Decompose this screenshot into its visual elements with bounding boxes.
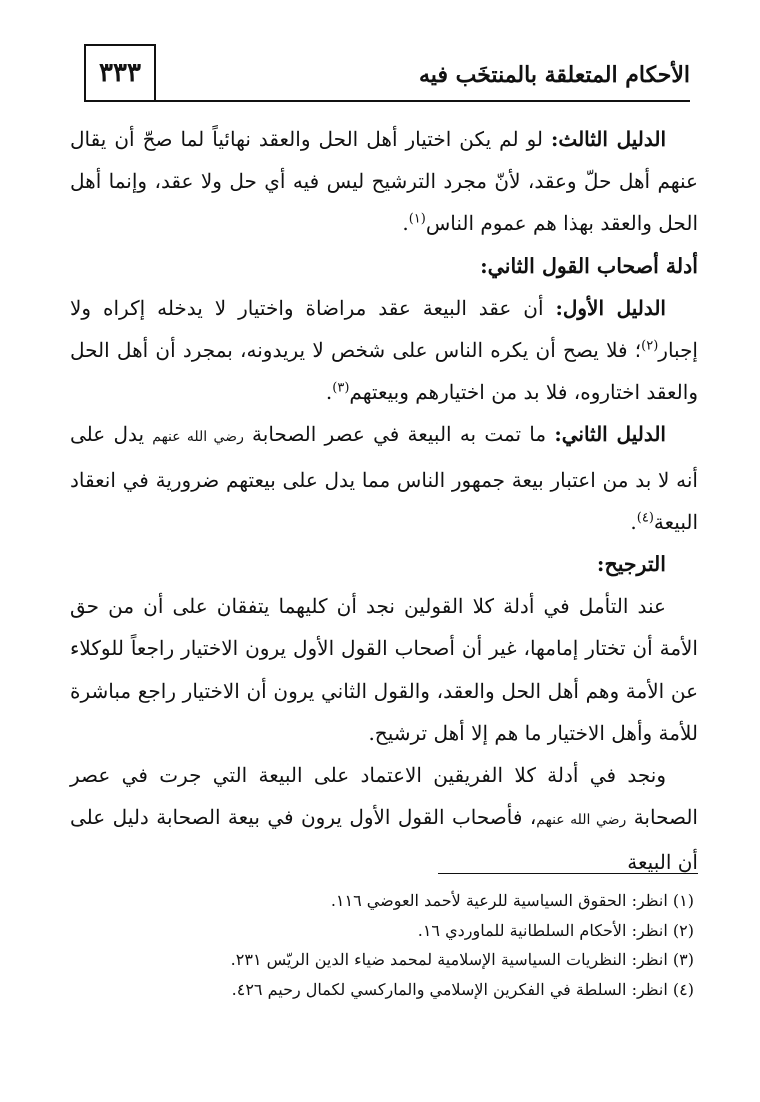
honorific-glyph: رضي الله عنهم [152,429,244,446]
footnote-ref: (١) [408,211,426,227]
paragraph-both-groups [70,754,698,884]
paragraph-end: . [325,380,333,405]
section-heading: أدلة أصحاب القول الثاني: [480,253,698,278]
footnote: (٣) انظر: النظريات السياسية الإسلامية لمحمد ضياء الدين الريّس ٢٣١. [230,950,694,969]
section-heading: الترجيح: [596,552,666,577]
paragraph-text: لو لم يكن اختيار أهل الحل والعقد نهائياً لما صحّ أن يقال عنهم أهل حلّ وعقد، لأنّ مجرد الترشيح ليس فيه أي حل ولا عقد، وإنما أهل الحل والعقد بهذا هم عموم الناس [70,127,698,236]
footnotes [74,886,694,1004]
paragraph-text: ؛ فلا يصح أن يكره الناس على شخص لا يريدونه، بمجرد أن أهل الحل والعقد اختاروه، فلا بد من اختيارهم وبيعتهم [70,338,698,405]
footnote-separator [438,873,698,874]
footnote-ref: (٣) [332,380,350,396]
paragraph-first-evidence [70,287,698,414]
paragraph-third-evidence [70,118,698,245]
paragraph-text: ، فأصحاب القول الأول يرون في بيعة الصحابة دليل على أن البيعة [70,805,698,875]
paragraph-text: ونجد في أدلة كلا الفريقين الاعتماد على البيعة التي جرت في عصر الصحابة [70,763,698,830]
paragraph-second-evidence [70,413,698,543]
evidence-lead: الدليل الثالث: [551,127,666,151]
paragraph-preference: عند التأمل في أدلة كلا القولين نجد أن كليهما يتفقان على أن من حق الأمة أن تختار إمامها، غير أن أصحاب القول الأول يرون الاختيار راجعاً للوكلاء عن الأمة وهم أهل الحل والعقد، والقول الثاني يرون أن الاختيار راجع مباشرة للأمة وأهل الاختيار ما هم إلا أهل ترشيح. [70,594,698,745]
paragraph-end: . [630,509,637,534]
paragraph-text: يدل على أنه لا بد من اعتبار بيعة جمهور الناس مما يدل على بيعتهم ضرورية في انعقاد البيعة [70,422,698,534]
main-text [70,118,698,884]
evidence-lead: الدليل الثاني: [554,422,666,447]
header-rule [84,100,690,102]
paragraph-text: ما تمت به البيعة في عصر الصحابة [243,422,555,447]
footnote-ref: (٢) [641,338,659,354]
footnote: (١) انظر: الحقوق السياسية للرعية لأحمد العوضي ١١٦. [330,891,694,910]
honorific-glyph: رضي الله عنهم [536,812,627,829]
paragraph-end: . [402,211,409,236]
running-header [84,44,690,106]
page-number: ٣٣٣ [99,58,141,88]
paragraph-text: أن عقد البيعة عقد مراضاة واختيار لا يدخله إكراه ولا إجبار [70,295,698,363]
evidence-lead: الدليل الأول: [555,295,666,320]
running-title: الأحكام المتعلقة بالمنتخَب فيه [419,62,690,88]
footnote: (٢) انظر: الأحكام السلطانية للماوردي ١٦. [417,920,694,940]
page-number-box [84,44,156,100]
footnote-ref: (٤) [636,510,654,526]
footnote: (٤) انظر: السلطة في الفكرين الإسلامي والماركسي لكمال رحيم ٤٢٦. [231,979,694,999]
